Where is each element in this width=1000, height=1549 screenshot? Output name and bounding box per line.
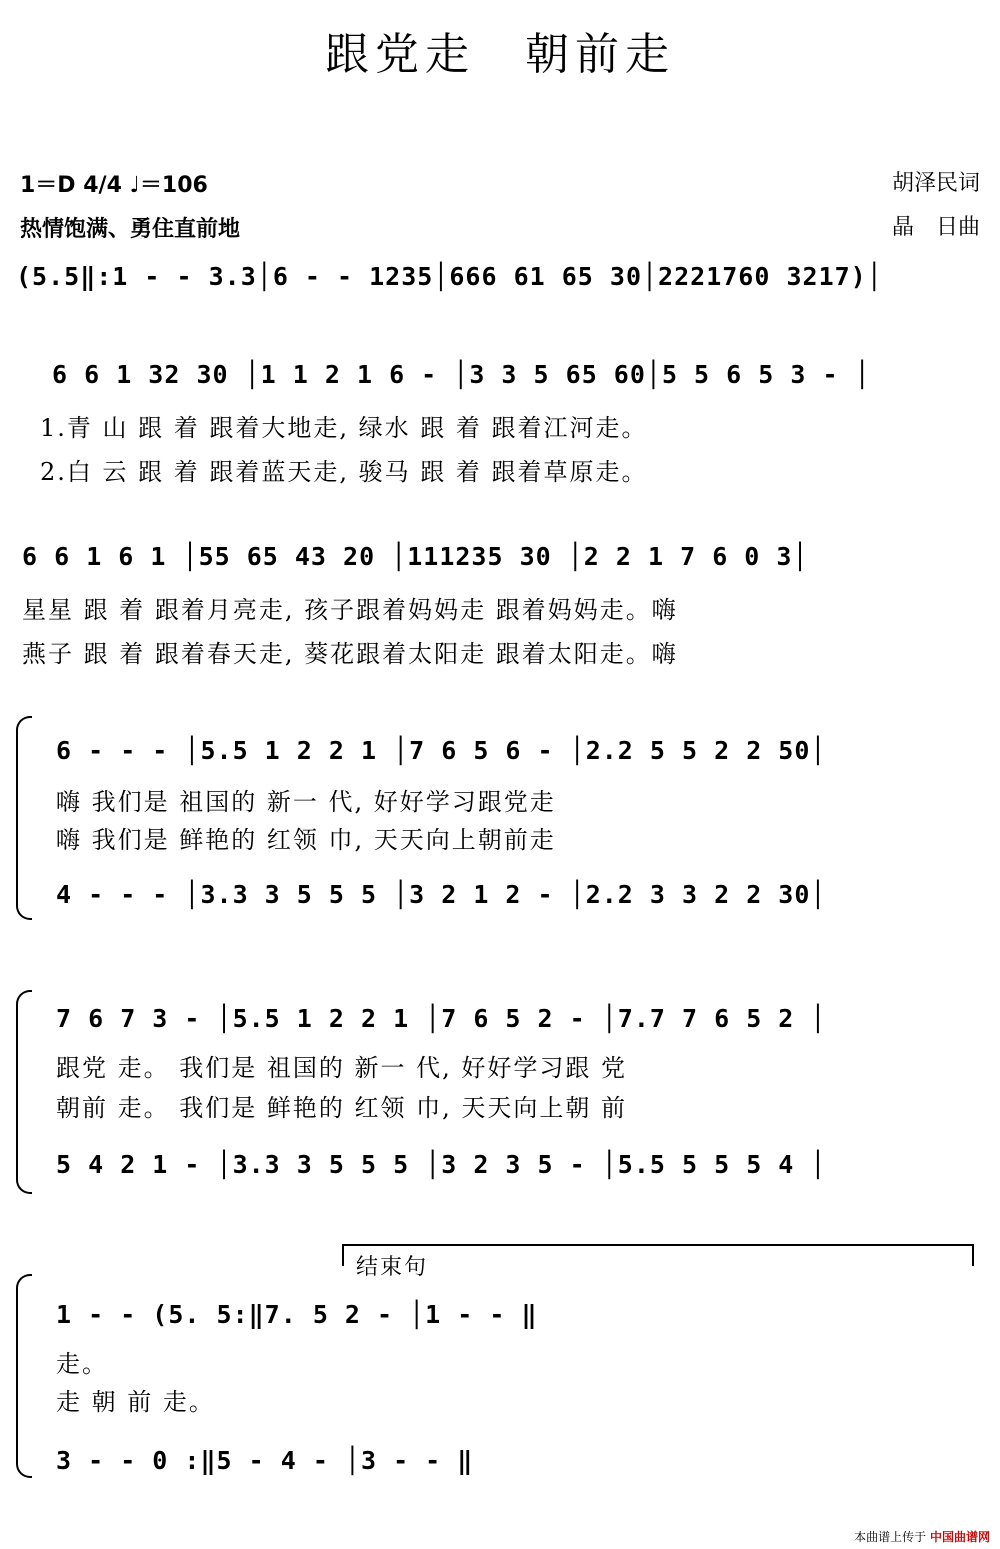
footer-text: 本曲谱上传于 <box>854 1530 927 1544</box>
ending-bracket <box>342 1244 974 1266</box>
system-2-lyrics-2: 朝前 走。 我们是 鲜艳的 红领 巾, 天天向上朝 前 <box>56 1094 628 1122</box>
system-brace-3 <box>16 1274 32 1478</box>
system-3-lower-notes: 3 - - 0 :‖5 - 4 - │3 - - ‖ <box>56 1446 474 1475</box>
notes-row-1: 6 6 1 32 30 │1 1 2 1 6 - │3 3 5 65 60│5 5 6 5 3 - │ <box>52 360 871 389</box>
lyrics-row-1-verse-2: 2.白 云 跟 着 跟着蓝天走, 骏马 跟 着 跟着草原走。 <box>40 458 648 486</box>
key-tempo: 1＝D 4/4 ♩＝106 <box>20 173 208 198</box>
system-3-lyrics-2: 走 朝 前 走。 <box>56 1388 215 1416</box>
system-1-lyrics-1: 嗨 我们是 祖国的 新一 代, 好好学习跟党走 <box>56 788 556 816</box>
system-1-lower-notes: 4 - - - │3.3 3 5 5 5 │3 2 1 2 - │2.2 3 3 2 2 30│ <box>56 880 827 909</box>
system-2-lower-notes: 5 4 2 1 - │3.3 3 5 5 5 │3 2 3 5 - │5.5 5 5 5 4 │ <box>56 1150 827 1179</box>
system-1-lyrics-2: 嗨 我们是 鲜艳的 红领 巾, 天天向上朝前走 <box>56 826 556 854</box>
lyricist-credit: 胡泽民词 <box>891 171 980 196</box>
site-logo: 中国曲谱网 <box>929 1530 990 1544</box>
system-brace-2 <box>16 990 32 1194</box>
expression-mark: 热情饱满、勇住直前地 <box>20 217 241 242</box>
composer-credit: 晶 日曲 <box>891 215 980 240</box>
lyrics-row-1-verse-1: 1.青 山 跟 着 跟着大地走, 绿水 跟 着 跟着江河走。 <box>40 414 648 442</box>
lyrics-row-2-verse-1: 星星 跟 着 跟着月亮走, 孩子跟着妈妈走 跟着妈妈走。嗨 <box>22 596 678 624</box>
song-title: 跟党走 朝前走 <box>325 29 675 80</box>
intro-notes: (5.5‖:1 - - 3.3│6 - - 1235│666 61 65 30│2221760 3217)│ <box>16 262 883 291</box>
system-brace-1 <box>16 716 32 920</box>
system-2-lyrics-1: 跟党 走。 我们是 祖国的 新一 代, 好好学习跟 党 <box>56 1054 628 1082</box>
footer-credit <box>854 1528 990 1545</box>
notes-row-2: 6 6 1 6 1 │55 65 43 20 │111235 30 │2 2 1 7 6 0 3│ <box>22 542 809 571</box>
lyrics-row-2-verse-2: 燕子 跟 着 跟着春天走, 葵花跟着太阳走 跟着太阳走。嗨 <box>22 640 678 668</box>
system-3-upper-notes: 1 - - (5. 5:‖7. 5 2 - │1 - - ‖ <box>56 1300 538 1329</box>
ending-label: 结束句 <box>356 1255 429 1280</box>
system-3-lyrics-1: 走。 <box>56 1350 108 1378</box>
system-1-upper-notes: 6 - - - │5.5 1 2 2 1 │7 6 5 6 - │2.2 5 5 2 2 50│ <box>56 736 827 765</box>
system-2-upper-notes: 7 6 7 3 - │5.5 1 2 2 1 │7 6 5 2 - │7.7 7 6 5 2 │ <box>56 1004 827 1033</box>
